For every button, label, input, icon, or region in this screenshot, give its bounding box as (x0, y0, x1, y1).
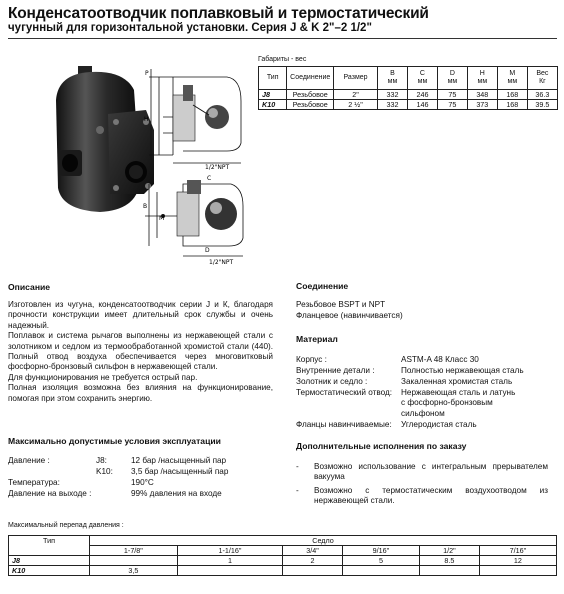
title-rule (8, 38, 557, 39)
dim-letter-d: D (205, 247, 210, 254)
table-cell: 39.5 (527, 100, 557, 110)
option-bullet-1: - (296, 462, 299, 471)
material-body-label: Корпус : (296, 355, 327, 364)
material-internals-label: Внутренние детали : (296, 366, 375, 375)
table-cell: Резьбовое (287, 100, 334, 110)
seat-size-cell: 7/16" (479, 546, 556, 556)
description-paragraph: Изготовлен из чугуна, конденсатоотводчик серии J и К, благодаря прочности конструкции имеет длительный срок службы и очень надежный. (8, 300, 273, 330)
table-cell: 246 (407, 90, 437, 100)
table-cell: 3,5 (90, 566, 178, 576)
table-cell: 332 (377, 100, 407, 110)
k10-pressure-label: K10: (96, 467, 113, 476)
table-cell: Резьбовое (287, 90, 334, 100)
pressure-drop-table (8, 535, 557, 576)
dimensions-header-cell: Соединение (287, 67, 334, 90)
k10-pressure-value: 3,5 бар /насыщенный пар (131, 467, 229, 476)
outlet-pressure-label: Давление на выходе : (8, 489, 92, 498)
seat-size-cell: 9/16" (342, 546, 419, 556)
table-cell: 332 (377, 90, 407, 100)
temperature-label: Температура: (8, 478, 60, 487)
material-thermo-label: Термостатический отвод: (296, 388, 393, 397)
material-flange-value: Углеродистая сталь (401, 420, 477, 429)
material-seat-label: Золотник и седло : (296, 377, 368, 386)
table-cell: 75 (437, 100, 467, 110)
table-cell: 348 (467, 90, 497, 100)
material-heading: Материал (296, 334, 338, 344)
dimensions-header-cell: Размер (334, 67, 378, 90)
j8-pressure-value: 12 бар /насыщенный пар (131, 456, 227, 465)
connection-line-2: Фланцевое (навинчивается) (296, 311, 403, 320)
dimensions-header-row (259, 67, 558, 90)
seat-size-cell: 1-7/8" (90, 546, 178, 556)
dim-letter-b: B (143, 203, 148, 210)
dimensions-table (258, 66, 558, 110)
seat-header: Седло (90, 536, 557, 546)
j8-pressure-label: J8: (96, 456, 107, 465)
option-item-2: Возможно с термостатическим воздухоотводом из нержавеющей стали. (314, 486, 548, 506)
material-thermo-value: Нержавеющая сталь и латунь с фосфорно-бронзовым сильфоном (401, 388, 516, 418)
description-paragraph: Для функционирования не требуется острый пар. (8, 372, 198, 382)
option-bullet-2: - (296, 486, 299, 495)
dim-letter-c: C (207, 175, 212, 182)
drawing-npt-label-bottom: 1/2"NPT (209, 259, 234, 266)
table-cell: 146 (407, 100, 437, 110)
material-flange-label: Фланцы навинчиваемые: (296, 420, 392, 429)
table-row (9, 556, 557, 566)
table-row (259, 100, 558, 110)
table-cell: 373 (467, 100, 497, 110)
type-cell: K10 (9, 566, 90, 576)
dimensions-header-cell: C мм (407, 67, 437, 90)
options-heading: Дополнительные исполнения по заказу (296, 441, 467, 451)
pressure-drop-header-row (9, 536, 557, 546)
material-seat-value: Закаленная хромистая сталь (401, 377, 513, 386)
page-title: Конденсатоотводчик поплавковый и термостатический (8, 5, 429, 22)
pressure-drop-caption: Максимальный перепад давления : (8, 522, 124, 529)
table-cell (90, 556, 178, 566)
description-paragraph: Поплавок и система рычагов выполнены из нержавеющей стали с золотником и седлом из термообработанной хромистой стали (440). Полный отвод воздуха обеспечивается через многовитковый фосфорно-бронзовый сильфон в нержавеющей стали. (8, 331, 273, 372)
dimensions-header-cell: B мм (377, 67, 407, 90)
description-heading: Описание (8, 282, 51, 292)
outlet-pressure-value: 99% давления на входе (131, 489, 222, 498)
table-cell: 8.5 (420, 556, 480, 566)
table-cell (177, 566, 282, 576)
page-subtitle: чугунный для горизонтальной установки. Серия J & K 2"–2 1/2" (8, 22, 372, 34)
temperature-value: 190°C (131, 478, 154, 487)
seat-size-cell: 3/4" (283, 546, 343, 556)
dimensions-header-cell: H мм (467, 67, 497, 90)
table-cell: 2 (283, 556, 343, 566)
dimensions-header-cell: D мм (437, 67, 467, 90)
table-cell: 5 (342, 556, 419, 566)
option-item-1: Возможно использование с интегральным прерывателем вакуума (314, 462, 548, 482)
description-body (8, 300, 273, 404)
type-header: Тип (9, 536, 90, 556)
table-cell: K10 (259, 100, 287, 110)
dim-letter-m: M (159, 215, 165, 222)
table-row (9, 566, 557, 576)
type-cell: J8 (9, 556, 90, 566)
dimensions-caption: Габариты - вес (258, 56, 307, 63)
dimensions-header-cell: Вес Кг (527, 67, 557, 90)
table-cell: 1 (177, 556, 282, 566)
table-cell: 36.3 (527, 90, 557, 100)
table-cell: 75 (437, 90, 467, 100)
description-paragraph: Полная изоляция возможна без влияния на функционирование, помогая при этом сохранить энергию. (8, 383, 273, 403)
table-cell: 12 (479, 556, 556, 566)
seat-size-cell: 1/2" (420, 546, 480, 556)
cross-section-drawing-bottom (143, 172, 255, 267)
drawing-npt-label-top: 1/2"NPT (205, 164, 230, 170)
dim-letter-p: P (145, 70, 149, 77)
dimensions-header-cell: M мм (497, 67, 527, 90)
connection-line-1: Резьбовое BSPT и NPT (296, 300, 386, 309)
seat-sizes-row (9, 546, 557, 556)
table-cell: J8 (259, 90, 287, 100)
table-cell: 168 (497, 100, 527, 110)
table-cell (479, 566, 556, 576)
dim-letter-h: H (144, 116, 149, 123)
table-row (259, 90, 558, 100)
table-cell (283, 566, 343, 576)
table-cell (342, 566, 419, 576)
cross-section-drawing-top (143, 65, 255, 170)
material-internals-value: Полностью нержавеющая сталь (401, 366, 524, 375)
conditions-heading: Максимально допустимые условия эксплуатации (8, 436, 221, 446)
seat-size-cell: 1-1/16" (177, 546, 282, 556)
table-cell: 2" (334, 90, 378, 100)
table-cell (420, 566, 480, 576)
pressure-label: Давление : (8, 456, 50, 465)
connection-heading: Соединение (296, 281, 349, 291)
table-cell: 2 ½" (334, 100, 378, 110)
dimensions-header-cell: Тип (259, 67, 287, 90)
table-cell: 168 (497, 90, 527, 100)
material-body-value: ASTM-A 48 Класс 30 (401, 355, 479, 364)
